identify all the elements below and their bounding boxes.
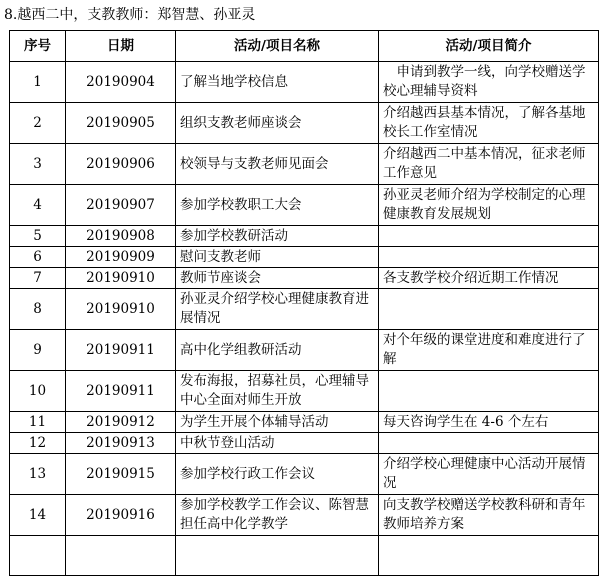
table-row [10, 62, 599, 103]
cell-desc [379, 433, 599, 454]
cell-no: 7 [10, 268, 66, 289]
cell-desc: 申请到教学一线，向学校赠送学校心理辅导资料 [379, 62, 599, 103]
cell-no: 2 [10, 103, 66, 144]
cell-name: 参加学校教学工作会议、陈智慧担任高中化学教学 [176, 495, 379, 536]
header-no: 序号 [10, 31, 66, 62]
cell-desc: 介绍学校心理健康中心活动开展情况 [379, 454, 599, 495]
cell-no: 14 [10, 495, 66, 536]
cell-no: 11 [10, 412, 66, 433]
cell-desc: 各支教学校介绍近期工作情况 [379, 268, 599, 289]
cell-name: 组织支教老师座谈会 [176, 103, 379, 144]
cell-desc [379, 247, 599, 268]
cell-name: 中秋节登山活动 [176, 433, 379, 454]
cell-name: 参加学校教研活动 [176, 226, 379, 247]
table-row [10, 144, 599, 185]
table-row [10, 371, 599, 412]
table-header-row [10, 31, 599, 62]
cell-no: 10 [10, 371, 66, 412]
cell-desc [379, 371, 599, 412]
cell-no: 13 [10, 454, 66, 495]
cell-date: 20190905 [66, 103, 176, 144]
cell-name: 慰问支教老师 [176, 247, 379, 268]
cell-desc: 介绍越西二中基本情况，征求老师工作意见 [379, 144, 599, 185]
cell-desc: 向支教学校赠送学校教科研和青年教师培养方案 [379, 495, 599, 536]
table-row [10, 268, 599, 289]
cell-date: 20190908 [66, 226, 176, 247]
cell-no: 9 [10, 330, 66, 371]
page-heading: 8.越西二中，支教教师：郑智慧、孙亚灵 [4, 7, 256, 23]
cell-no: 4 [10, 185, 66, 226]
table-row [10, 103, 599, 144]
header-date: 日期 [66, 31, 176, 62]
table-row [10, 454, 599, 495]
cell-date: 20190911 [66, 371, 176, 412]
cell-name: 参加学校教职工大会 [176, 185, 379, 226]
cell-no: 8 [10, 289, 66, 330]
cell-desc: 介绍越西县基本情况，了解各基地校长工作室情况 [379, 103, 599, 144]
cell-date: 20190909 [66, 247, 176, 268]
cell-date: 20190910 [66, 268, 176, 289]
table-row [10, 185, 599, 226]
cell-date: 20190911 [66, 330, 176, 371]
cell-desc [379, 226, 599, 247]
cell-desc: 对个年级的课堂进度和难度进行了解 [379, 330, 599, 371]
header-desc: 活动/项目简介 [379, 31, 599, 62]
table-row [10, 433, 599, 454]
cell-date: 20190907 [66, 185, 176, 226]
cell-desc: 每天咨询学生在 4-6 个左右 [379, 412, 599, 433]
cell-date: 20190916 [66, 495, 176, 536]
cell-date: 20190913 [66, 433, 176, 454]
cell-name: 为学生开展个体辅导活动 [176, 412, 379, 433]
cell-name: 教师节座谈会 [176, 268, 379, 289]
activity-table [9, 30, 599, 576]
cell-date: 20190904 [66, 62, 176, 103]
cell-name: 发布海报，招募社员，心理辅导中心全面对师生开放 [176, 371, 379, 412]
cell-no: 5 [10, 226, 66, 247]
cell-name [176, 536, 379, 576]
cell-name: 孙亚灵介绍学校心理健康教育进展情况 [176, 289, 379, 330]
cell-name: 了解当地学校信息 [176, 62, 379, 103]
cell-name: 校领导与支教老师见面会 [176, 144, 379, 185]
cell-name: 高中化学组教研活动 [176, 330, 379, 371]
table-row [10, 412, 599, 433]
cell-desc [379, 536, 599, 576]
table-row [10, 226, 599, 247]
cell-desc: 孙亚灵老师介绍为学校制定的心理健康教育发展规划 [379, 185, 599, 226]
cell-no [10, 536, 66, 576]
table-row [10, 536, 599, 576]
table-row [10, 495, 599, 536]
cell-date: 20190915 [66, 454, 176, 495]
cell-date [66, 536, 176, 576]
table-row [10, 289, 599, 330]
table-row [10, 330, 599, 371]
cell-name: 参加学校行政工作会议 [176, 454, 379, 495]
cell-no: 12 [10, 433, 66, 454]
cell-desc [379, 289, 599, 330]
table-row [10, 247, 599, 268]
cell-no: 1 [10, 62, 66, 103]
cell-no: 3 [10, 144, 66, 185]
cell-date: 20190906 [66, 144, 176, 185]
cell-no: 6 [10, 247, 66, 268]
cell-date: 20190912 [66, 412, 176, 433]
header-name: 活动/项目名称 [176, 31, 379, 62]
cell-date: 20190910 [66, 289, 176, 330]
